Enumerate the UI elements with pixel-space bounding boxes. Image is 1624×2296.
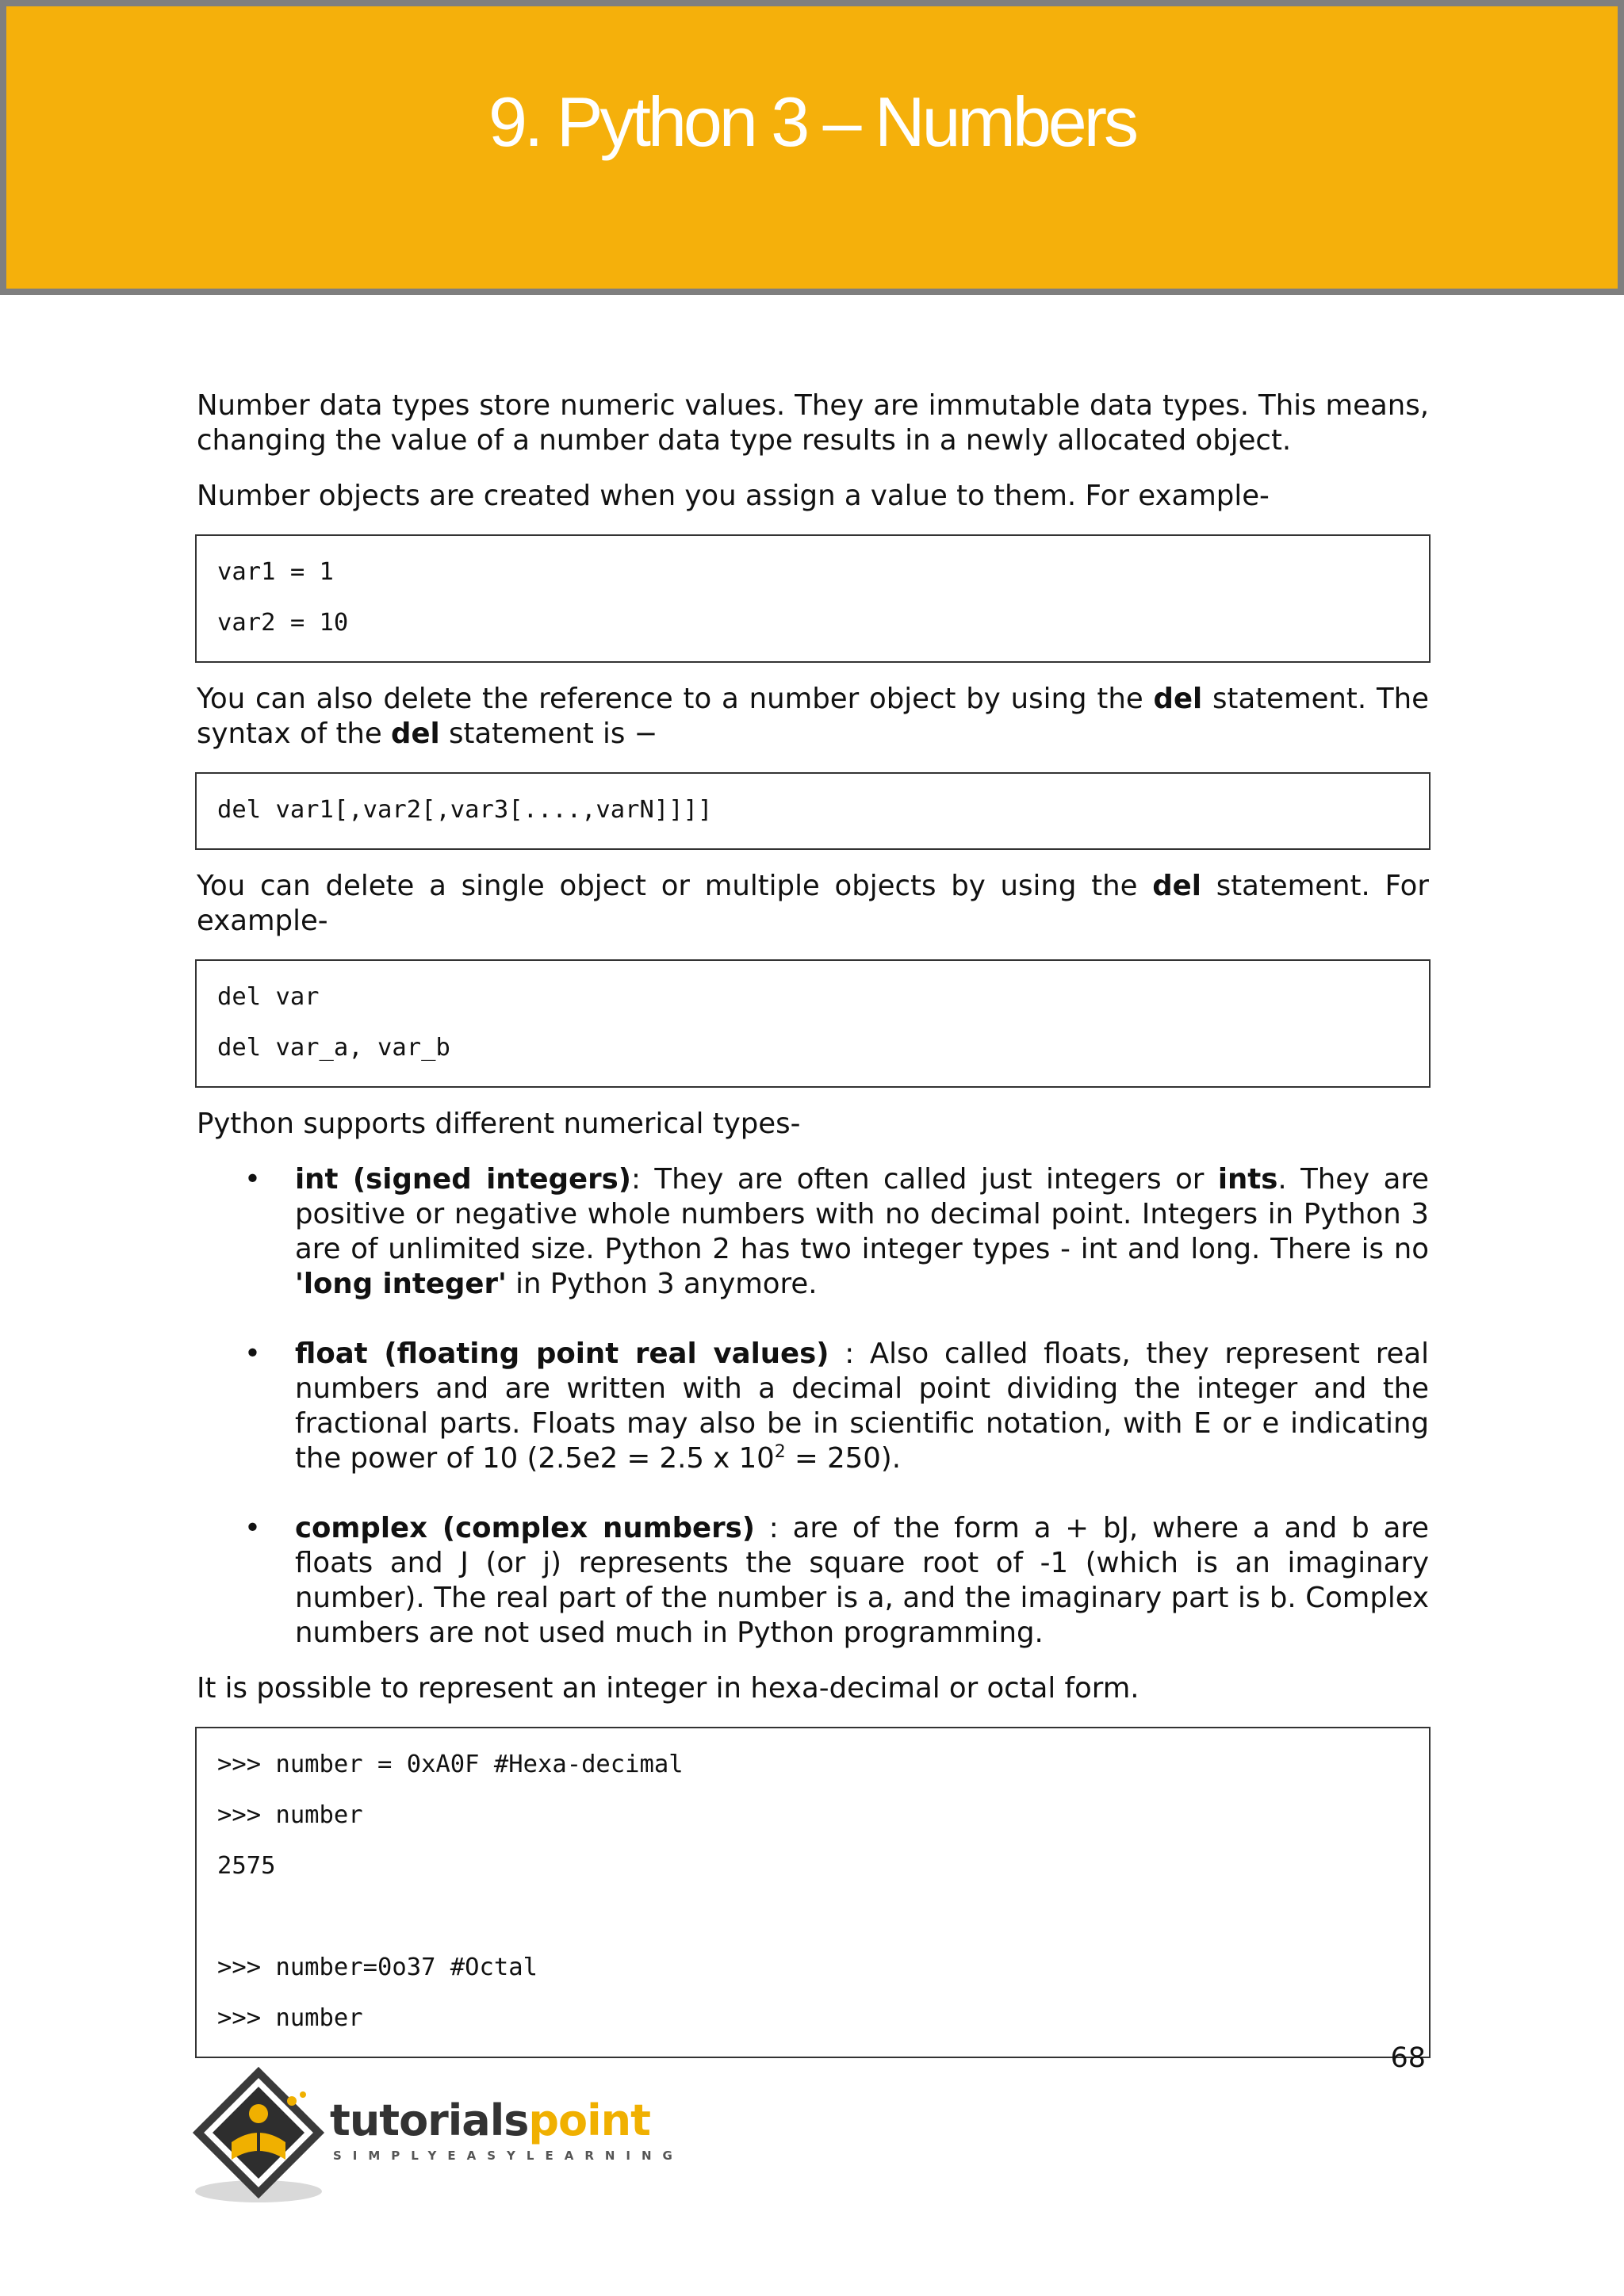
- code-line: var1 = 1: [217, 558, 334, 586]
- types-intro-paragraph: Python supports different numerical types-: [197, 1108, 801, 1140]
- list-item-text: float (floating point real values) : Also called floats, they represent real numbers and are written with a decimal point dividing the integer and the fractional parts. Floats may also be in scientific notation, with E or e indicating the power of 10 (2.5e2 = 2.5 x $10^2 = 250$).: [295, 1337, 1429, 1475]
- code-line: >>> number: [217, 2004, 363, 2032]
- list-item-text: int (signed integers): They are often called just integers or ints. They are positive or negative whole numbers with no decimal point. Integers in Python 3 are of unlimited size. Python 2 has two integer types - int and long. There is no 'long integer' in Python 3 anymore.: [295, 1163, 1429, 1300]
- code-block-hex-octal: [195, 1727, 1431, 2058]
- code-line: >>> number: [217, 1801, 363, 1829]
- code-line: 2575: [217, 1852, 276, 1880]
- tutorialspoint-logo: [190, 2066, 684, 2209]
- chapter-banner: [0, 0, 1624, 295]
- bullet-marker: •: [244, 1337, 261, 1370]
- page-number: 68: [1390, 2042, 1426, 2074]
- bullet-marker: •: [244, 1163, 261, 1196]
- del-multiple-paragraph: You can delete a single object or multiple objects by using the del statement. For example-: [197, 870, 1430, 937]
- list-item-complex: [197, 1511, 1429, 1651]
- page-content: [197, 388, 1429, 2077]
- bullet-marker: •: [244, 1512, 261, 1544]
- code-line: var2 = 10: [217, 609, 349, 637]
- code-line: del var: [217, 983, 320, 1011]
- list-item-text: complex (complex numbers) : are of the form a + bJ, where a and b are floats and J (or j) represents the square root of -1 (which is an imaginary number). The real part of the number is a, and the imaginary part is b. Complex numbers are not used much in Python programming.: [295, 1512, 1429, 1649]
- chapter-title: 9. Python 3 – Numbers: [488, 82, 1136, 161]
- assign-paragraph: Number objects are created when you assign a value to them. For example-: [197, 480, 1270, 512]
- list-item-int: [197, 1162, 1429, 1302]
- hex-octal-paragraph: It is possible to represent an integer in hexa-decimal or octal form.: [197, 1672, 1139, 1705]
- logo-diamond-icon: [190, 2066, 341, 2209]
- intro-paragraph: Number data types store numeric values. They are immutable data types. This means, changing the value of a number data type results in a newly allocated object.: [197, 389, 1429, 457]
- code-line: >>> number = 0xA0F #Hexa-decimal: [217, 1751, 684, 1778]
- code-block-del-example: [195, 959, 1431, 1088]
- list-item-float: [197, 1337, 1429, 1476]
- logo-tagline: SIMPLYEASYLEARNING: [333, 2149, 684, 2163]
- numeric-types-list: [197, 1162, 1429, 1651]
- code-line: del var_a, var_b: [217, 1034, 450, 1062]
- code-line: [217, 1892, 1408, 1942]
- del-reference-paragraph: You can also delete the reference to a number object by using the del statement. The syntax of the del statement is −: [197, 683, 1429, 750]
- code-block-assign: [195, 534, 1431, 663]
- code-line: del var1[,var2[,var3[....,varN]]]]: [217, 796, 713, 824]
- code-line: >>> number=0o37 #Octal: [217, 1954, 538, 1981]
- code-block-del-syntax: [195, 772, 1431, 850]
- logo-wordmark: tutorialspoint: [330, 2095, 650, 2145]
